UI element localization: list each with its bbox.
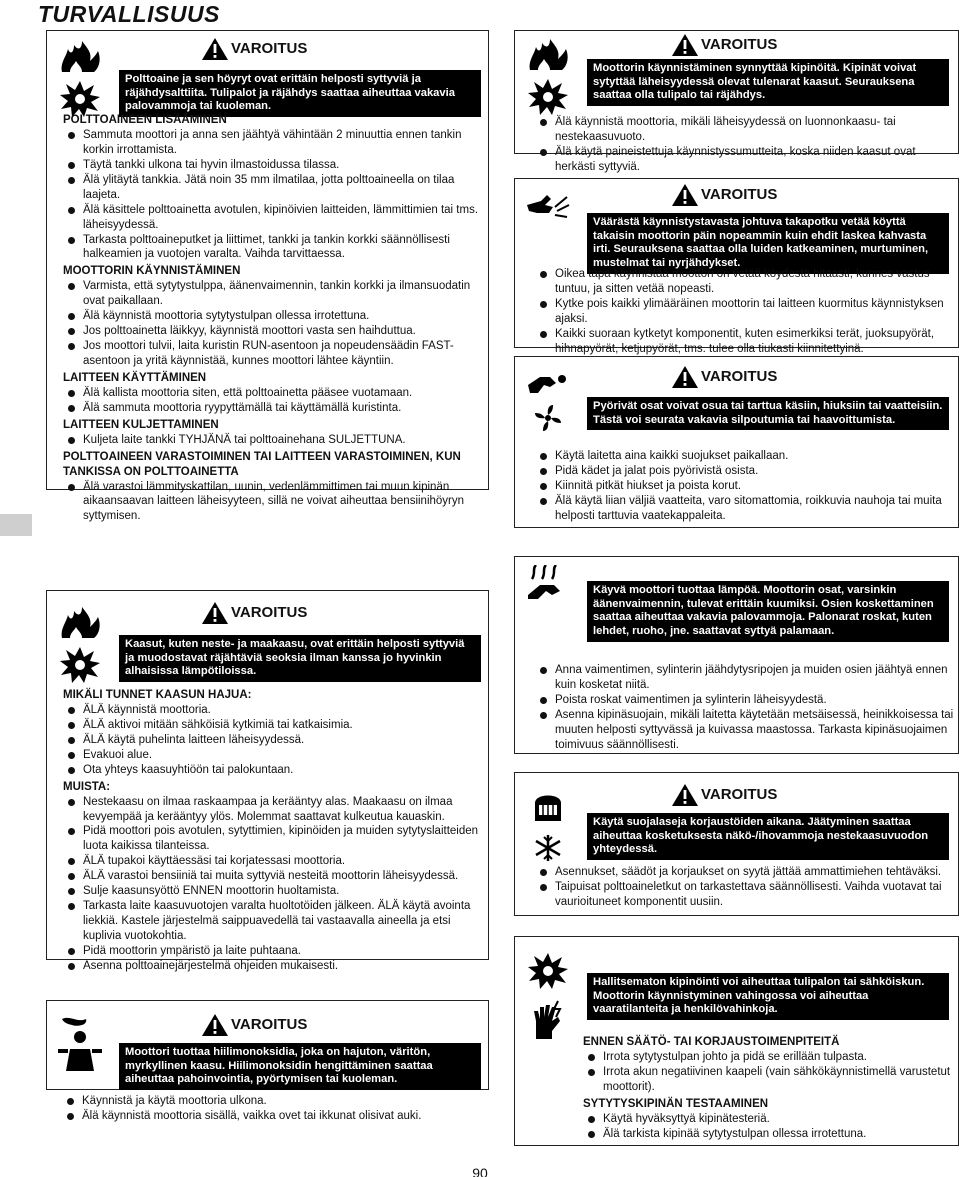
list-item: Pidä moottori pois avotulen, sytyttimien, kipinöiden ja muiden sytytyslaitteiden luota kaikissa tilanteissa.: [63, 824, 479, 854]
page-number: 90: [472, 1165, 488, 1177]
electric-shock-hand-icon: [528, 999, 568, 1039]
list-item: Nestekaasu on ilmaa raskaampaa ja kerääntyy alas. Maakaasu on ilmaa kevyempää ja kerääntyy ylös. Molemmat saattavat kulkeutua kauaskin.: [63, 795, 479, 825]
electric-shock-banner: Hallitsematon kipinöinti voi aiheuttaa tulipalon tai sähköiskun. Moottorin käynnistyminen vahingossa voi aiheuttaa vaaratilanteita ja henkilövahinkoja.: [587, 973, 949, 1020]
warning-triangle-icon: [671, 365, 699, 389]
eye-protection-warning-box: [514, 772, 959, 916]
warning-triangle-icon: [671, 33, 699, 57]
list-item: Jos moottori tulvii, laita kuristin RUN-asentoon ja nopeudensäädin FAST-asentoon ja yritä käynnistää, kunnes moottori lähtee käyntiin.: [63, 339, 479, 369]
engine-start-heading: MOOTTORIN KÄYNNISTÄMINEN: [63, 265, 241, 278]
sparks-warning-banner: Moottorin käynnistäminen synnyttää kipinöitä. Kipinät voivat sytyttää läheisyydessä olevat tulenarat kaasut. Seurauksena saattaa olla tulipalo tai räjähdys.: [587, 59, 949, 106]
list-item: Asenna kipinäsuojain, mikäli laitetta käytetään metsäisessä, heinikkoisessa tai muuten helposti syttyvässä ja kuivassa maastossa. Tarkasta kipinäsuojaimen toimivuus säännöllisesti.: [535, 708, 955, 753]
warning-label: VAROITUS: [701, 368, 778, 386]
warning-label: VAROITUS: [231, 40, 308, 58]
list-item: Älä käytä liian väljiä vaatteita, varo sitomattomia, roikkuvia nauhoja tai muita helposti tarttuvia vaatekappaleita.: [535, 494, 955, 524]
list-item: Älä kallista moottoria siten, että polttoainetta pääsee vuotamaan.: [63, 386, 479, 401]
safety-glasses-icon: [531, 787, 565, 825]
storage-heading: POLTTOAINEEN VARASTOIMINEN TAI LAITTEEN VARASTOIMINEN, KUN TANKISSA ON POLTTOAINETTA: [63, 450, 461, 478]
explosion-icon: [526, 951, 570, 991]
list-item: Irrota akun negatiivinen kaapeli (vain sähkökäynnistimellä varustetut moottorit).: [583, 1065, 953, 1095]
hot-surface-icon: [526, 565, 570, 601]
kickback-warning-banner: Väärästä käynnistystavasta johtuva takapotku vetää köyttä takaisin moottorin päin nopeammin kuin ehdit laskea kahvasta irti. Seurauksena saattaa olla luiden katkeaminen, murtuminen, mustelmat tai nyrjähdykset.: [587, 213, 949, 274]
list-item: ÄLÄ aktivoi mitään sähköisiä kytkimiä tai katkaisimia.: [63, 718, 479, 733]
list-item: Älä käsittele polttoainetta avotulen, kipinöivien laitteiden, lämmittimien tai tms. läheisyydessä.: [63, 203, 479, 233]
gas-warning-banner: Kaasut, kuten neste- ja maakaasu, ovat erittäin helposti syttyviä ja muodostavat räjähtäviä seoksia ilman kanssa jo hyvinkin alhaisissa lämpötiloissa.: [119, 635, 481, 682]
warning-label: VAROITUS: [701, 786, 778, 804]
sparks-warning-box: [514, 30, 959, 173]
list-item: Evakuoi alue.: [63, 748, 479, 763]
list-item: Sammuta moottori ja anna sen jäähtyä vähintään 2 minuuttia ennen tankin korkin irrottamista.: [63, 128, 479, 158]
warning-label: VAROITUS: [701, 186, 778, 204]
flame-icon: [58, 39, 102, 73]
list-item: Käytä laitetta aina kaikki suojukset paikallaan.: [535, 449, 955, 464]
list-item: Kaikki suoraan kytketyt komponentit, kuten esimerkiksi terät, juoksupyörät, hihnapyörät, ketjupyörät, tms. tulee olla tiukasti kiinnitettyinä.: [535, 327, 955, 357]
list-item: Kytke pois kaikki ylimääräinen moottorin tai laitteen kuormitus käynnistyksen ajaksi.: [535, 297, 955, 327]
electric-shock-warning-box: [514, 936, 959, 1146]
list-item: Käytä hyväksyttyä kipinätesteriä.: [583, 1112, 953, 1127]
kickback-hand-icon: [525, 193, 571, 221]
list-item: Pidä moottorin ympäristö ja laite puhtaana.: [63, 944, 479, 959]
page-title: TURVALLISUUS: [38, 1, 220, 27]
hand-entanglement-icon: [526, 371, 570, 397]
list-item: Irrota sytytystulpan johto ja pidä se erillään tulpasta.: [583, 1050, 953, 1065]
section-tab-marker: [0, 514, 32, 536]
list-item: Älä ylitäytä tankkia. Jätä noin 35 mm ilmatilaa, jotta polttoaineella on tilaa laajeta.: [63, 173, 479, 203]
kickback-warning-box: [514, 178, 959, 355]
rotating-parts-warning-box: [514, 356, 959, 528]
warning-triangle-icon: [201, 1013, 229, 1037]
list-item: Täytä tankki ulkona tai hyvin ilmastoidussa tilassa.: [63, 158, 479, 173]
list-item: ÄLÄ varastoi bensiiniä tai muita syttyviä nesteitä moottorin läheisyydessä.: [63, 869, 479, 884]
warning-triangle-icon: [201, 601, 229, 625]
list-item: ÄLÄ tupakoi käyttäessäsi tai korjatessasi moottoria.: [63, 854, 479, 869]
hot-surface-warning-box: [514, 556, 959, 754]
explosion-icon: [526, 77, 570, 117]
fuel-warning-banner: Polttoaine ja sen höyryt ovat erittäin helposti syttyviä ja räjähdysalttiita. Tulipalot ja räjähdys saattaa aiheuttaa vakavia palovammoja tai kuoleman.: [119, 70, 481, 117]
list-item: Älä varastoi lämmityskattilan, uunin, vedenlämmittimen tai muun kipinän aikaansaavan laitteen läheisyyteen, sillä ne voivat aiheuttaa bensiinihöyryn syttymisen.: [63, 480, 479, 525]
list-item: Ota yhteys kaasuyhtiöön tai palokuntaan.: [63, 763, 479, 778]
gas-smell-heading: MIKÄLI TUNNET KAASUN HAJUA:: [63, 689, 252, 701]
explosion-icon: [58, 645, 102, 685]
list-item: Käynnistä ja käytä moottoria ulkona.: [62, 1094, 482, 1109]
warning-label: VAROITUS: [231, 604, 308, 622]
carbon-monoxide-banner: Moottori tuottaa hiilimonoksidia, joka on hajuton, väritön, myrkyllinen kaasu. Hiilimonoksidin hengittäminen saattaa aiheuttaa pahoinvointia, pyörtymisen tai kuoleman.: [119, 1043, 481, 1090]
list-item: Älä sammuta moottoria ryypyttämällä tai käyttämällä kuristinta.: [63, 401, 479, 416]
warning-label: VAROITUS: [231, 1016, 308, 1034]
list-item: Jos polttoainetta läikkyy, käynnistä moottori vasta sen haihduttua.: [63, 324, 479, 339]
fuel-warning-box: [46, 30, 489, 523]
gas-warning-box: [46, 590, 489, 972]
list-item: Anna vaimentimen, sylinterin jäähdytysripojen ja muiden osien jäähtyä ennen kuin kosketat niitä.: [535, 663, 955, 693]
list-item: Varmista, että sytytystulppa, äänenvaimennin, tankin korkki ja ilmansuodatin ovat paikallaan.: [63, 279, 479, 309]
list-item: Taipuisat polttoaineletkut on tarkastettava säännöllisesti. Vaihda vuotavat tai vaurioituneet komponentit uusiin.: [535, 880, 955, 910]
list-item: Kiinnitä pitkät hiukset ja poista korut.: [535, 479, 955, 494]
refuel-heading: POLTTOAINEEN LISÄÄMINEN: [63, 114, 227, 126]
list-item: Oikea tapa käynnistää moottori on vetää köydestä hitaasti, kunnes vastus tuntuu, ja sitten vetää nopeasti.: [535, 267, 955, 297]
flame-icon: [58, 605, 102, 639]
list-item: Tarkasta laite kaasuvuotojen varalta huoltotöiden jälkeen. ÄLÄ käytä avointa liekkiä. Kastele järjestelmä saippuavedellä tai vastaavalla aineella ja etsi kuplivia vuotokohtia.: [63, 899, 479, 944]
warning-label: VAROITUS: [701, 36, 778, 54]
warning-triangle-icon: [201, 37, 229, 61]
before-adjustment-heading: ENNEN SÄÄTÖ- TAI KORJAUSTOIMENPITEITÄ: [583, 1036, 840, 1048]
warning-triangle-icon: [671, 783, 699, 807]
spark-test-heading: SYTYTYSKIPINÄN TESTAAMINEN: [583, 1097, 769, 1110]
toxic-fumes-person-icon: [56, 1015, 104, 1071]
list-item: Älä tarkista kipinää sytytystulpan ollessa irrotettuna.: [583, 1127, 953, 1142]
list-item: Pidä kädet ja jalat pois pyörivistä osista.: [535, 464, 955, 479]
list-item: Asennukset, säädöt ja korjaukset on syytä jättää ammattimiehen tehtäväksi.: [535, 865, 955, 880]
warning-triangle-icon: [671, 183, 699, 207]
flame-icon: [526, 37, 570, 71]
list-item: ÄLÄ käytä puhelinta laitteen läheisyydessä.: [63, 733, 479, 748]
eye-protection-banner: Käytä suojalaseja korjaustöiden aikana. Jäätyminen saattaa aiheuttaa kosketuksesta näkö-/ihovammoja nestekaasuvuodon yhteydessä.: [587, 813, 949, 860]
list-item: Älä käynnistä moottoria, mikäli läheisyydessä on luonnonkaasu- tai nestekaasuvuoto.: [535, 115, 955, 145]
carbon-monoxide-warning-box: [46, 1000, 489, 1090]
remember-heading: MUISTA:: [63, 780, 111, 793]
rotating-parts-banner: Pyörivät osat voivat osua tai tarttua käsiin, hiuksiin tai vaatteisiin. Tästä voi seurata vakavia silpoutumia tai haavoittumista.: [587, 397, 949, 430]
list-item: Poista roskat vaimentimen ja sylinterin läheisyydestä.: [535, 693, 955, 708]
list-item: Sulje kaasunsyöttö ENNEN moottorin huoltamista.: [63, 884, 479, 899]
snowflake-icon: [533, 833, 563, 863]
list-item: Tarkasta polttoaineputket ja liittimet, tankki ja tankin korkki säännöllisesti halkeamien ja vuotojen varalta. Vaihda tarvittaessa.: [63, 233, 479, 263]
operate-heading: LAITTEEN KÄYTTÄMINEN: [63, 371, 207, 384]
hot-surface-banner: Käyvä moottori tuottaa lämpöä. Moottorin osat, varsinkin äänenvaimennin, tulevat erittäin kuumiksi. Osien koskettaminen saattaa aiheuttaa vakavia palovammoja. Palonarat roskat, kuten lehdet, ruoho, jne. saattavat syttyä palamaan.: [587, 581, 949, 642]
rotating-fan-icon: [533, 403, 563, 433]
list-item: Kuljeta laite tankki TYHJÄNÄ tai polttoainehana SULJETTUNA.: [63, 433, 479, 448]
list-item: Älä käytä paineistettuja käynnistyssumutteita, koska niiden kaasut ovat herkästi syttyviä.: [535, 145, 955, 175]
list-item: Älä käynnistä moottoria sytytystulpan ollessa irrotettuna.: [63, 309, 479, 324]
transport-heading: LAITTEEN KULJETTAMINEN: [63, 418, 219, 431]
list-item: ÄLÄ käynnistä moottoria.: [63, 703, 479, 718]
list-item: Älä käynnistä moottoria sisällä, vaikka ovet tai ikkunat olisivat auki.: [62, 1109, 482, 1124]
list-item: Asenna polttoainejärjestelmä ohjeiden mukaisesti.: [63, 959, 479, 974]
